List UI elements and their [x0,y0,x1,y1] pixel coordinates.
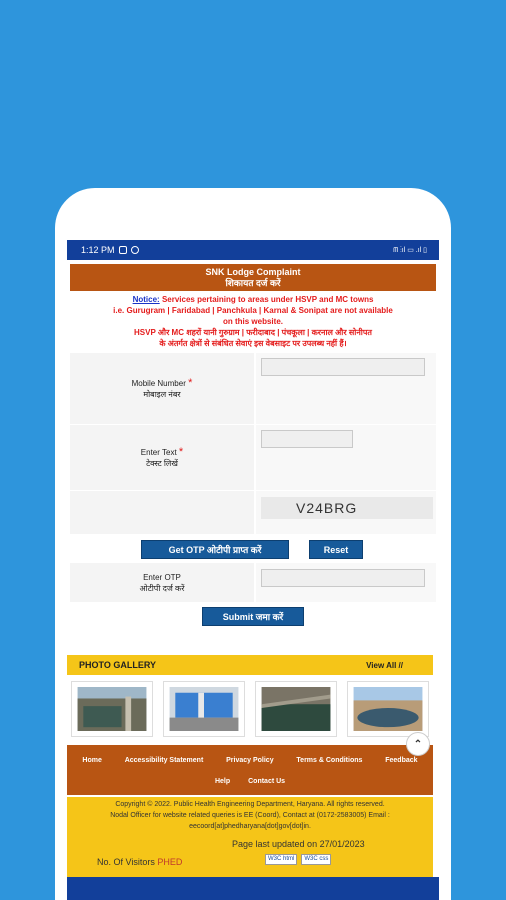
footer-link-contact[interactable]: Contact Us [248,778,286,785]
gallery-photo[interactable] [347,681,429,737]
mobile-cell [256,353,436,424]
footer-link-terms[interactable]: Terms & Conditions [296,757,363,764]
footer-link-home[interactable]: Home [82,757,102,764]
required-mark: * [188,376,193,389]
view-all-link[interactable]: View All // [366,660,403,670]
footer-link-help[interactable]: Help [214,778,231,785]
nodal-officer-text: Nodal Officer for website related queries is EE (Coord), Contact at (0172-2583005) Email : [110,812,390,819]
text-label-en: Enter Text [140,447,177,457]
captcha-cell [256,491,436,534]
app-screen [67,240,439,900]
captcha-row [70,491,436,535]
otp-cell [256,563,436,602]
mobile-number-input[interactable] [261,358,425,376]
mobile-label-hi: मोबाइल नंबर [143,389,181,399]
bottom-bar [67,877,439,900]
sim-icon [119,246,127,254]
otp-label [70,563,254,602]
copyright-text: Copyright © 2022. Public Health Engineering Department, Haryana. All rights reserved. [115,801,385,808]
otp-label-hi: ओटीपी दर्ज करें [139,583,185,593]
gallery-photo[interactable] [163,681,245,737]
otp-input[interactable] [261,569,425,587]
status-right-icons: ᗰ ⁝ıl ▭ .ıl ▯ [393,246,427,254]
notice-text-hindi: HSVP और MC शहरों यानी गुरुग्राम | फरीदाबाद | पंचकूला | करनाल और सोनीपत [134,328,372,337]
mobile-label-en: Mobile Number [131,378,186,388]
otp-row [70,563,436,603]
page-title: SNK Lodge Complaint [205,267,301,277]
w3c-badges [265,854,331,865]
chevron-up-icon[interactable]: ⌃ [406,732,430,756]
otp-label-en: Enter OTP [143,572,181,582]
text-cell [256,425,436,490]
visitor-label: No. Of Visitors [97,857,155,867]
required-mark: * [178,445,184,458]
mobile-label [70,353,254,424]
footer-link-privacy[interactable]: Privacy Policy [226,757,274,764]
reset-button[interactable]: Reset [309,540,363,559]
submit-button[interactable]: Submit जमा करें [202,607,304,626]
visitor-counter [97,857,182,868]
mobile-row [70,353,436,425]
status-bar [67,240,439,260]
w3c-css-badge[interactable]: W3C css [301,854,331,865]
last-updated: Page last updated on 27/01/2023 [232,839,365,849]
page-content [70,264,436,631]
w3c-html-badge[interactable]: W3C html [265,854,297,865]
status-time: 1:12 PM [81,245,115,255]
captcha-image: V24BRG [261,497,433,519]
notice-box [70,291,436,353]
footer-link-feedback[interactable]: Feedback [385,757,418,764]
gallery-title: PHOTO GALLERY [79,660,157,670]
submit-row [70,603,436,631]
notice-text: on this website. [222,317,283,326]
photo-gallery-bar [67,655,433,675]
otp-button-row [70,535,436,563]
captcha-text-input[interactable] [261,430,353,448]
gallery-thumbnails [67,681,433,737]
form-header [70,264,436,291]
notice-text: i.e. Gurugram | Faridabad | Panchkula | Karnal & Sonipat are not available [113,306,393,315]
notice-text: Services pertaining to areas under HSVP and MC towns [161,295,374,304]
notice-label: Notice: [132,295,160,304]
get-otp-button[interactable]: Get OTP ओटीपी प्राप्त करें [141,540,289,559]
footer-links [67,738,433,795]
copyright-section [67,797,433,877]
gallery-photo[interactable] [255,681,337,737]
page-title-hindi: शिकायत दर्ज करें [225,278,281,288]
text-label [70,425,254,490]
captcha-label-cell [70,491,254,534]
notice-text-hindi: के अंतर्गत क्षेत्रों से संबंधित सेवाएं इस वेबसाइट पर उपलब्ध नहीं हैं। [159,339,347,348]
gallery-photo[interactable] [71,681,153,737]
email-text: eecoord[at]phedharyana[dot]gov[dot]in. [189,823,311,830]
footer-link-accessibility[interactable]: Accessibility Statement [124,757,204,764]
visitor-image-alt: PHED [157,857,183,867]
text-label-hi: टेक्स्ट लिखें [146,458,178,468]
text-row [70,425,436,491]
whatsapp-icon [131,246,139,254]
